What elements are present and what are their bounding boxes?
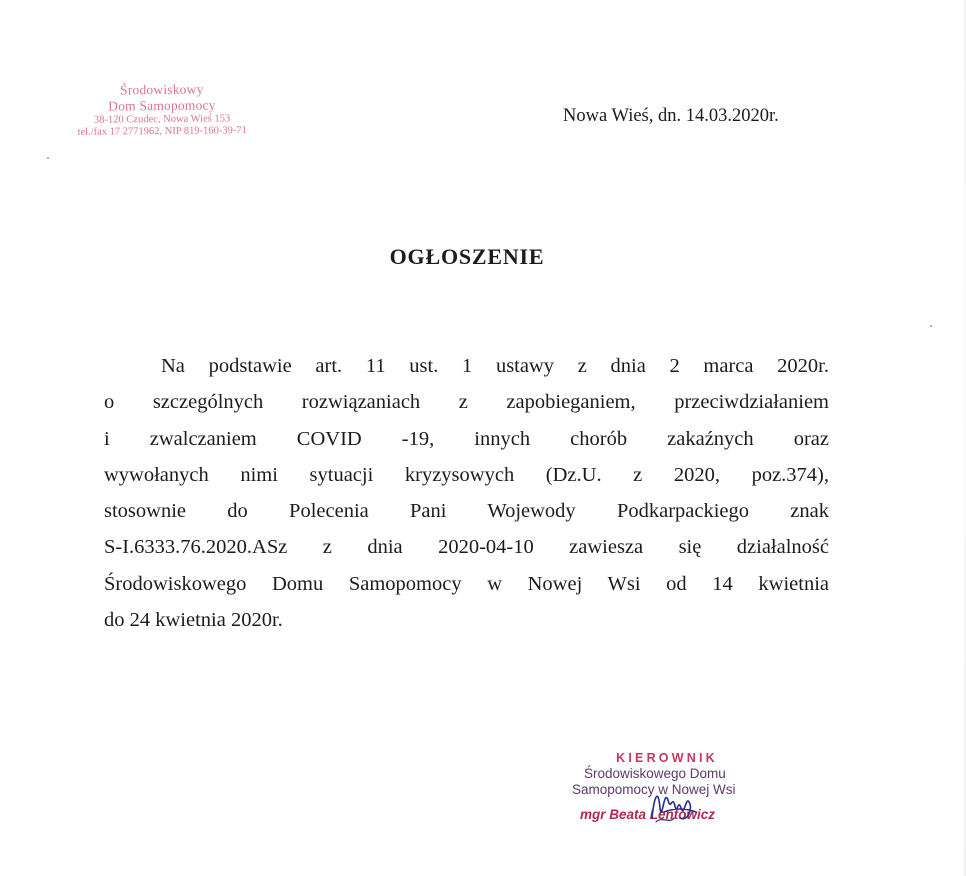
scan-speck <box>47 157 49 159</box>
document-title: OGŁOSZENIE <box>389 244 545 269</box>
announcement-body <box>104 348 829 638</box>
signer-role: KIEROWNIK <box>616 751 718 765</box>
scan-speck <box>930 325 932 327</box>
signer-name: mgr Beata Lentowicz <box>580 807 716 822</box>
body-line-6: S-I.6333.76.2020.ASz z dnia 2020-04-10 zawiesza się działalność <box>104 536 829 559</box>
body-line-2: o szczególnych rozwiązaniach z zapobieganiem, przeciwdziałaniem <box>104 391 829 414</box>
body-line-3: i zwalczaniem COVID -19, innych chorób zakaźnych oraz <box>104 427 829 450</box>
stamp-line-2: Dom Samopomocy <box>108 97 216 114</box>
body-line-1: Na podstawie art. 11 ust. 1 ustawy z dnia 2 marca 2020r. <box>161 355 829 377</box>
stamp-line-3: 38-120 Czudec, Nowa Wieś 153 <box>93 113 231 126</box>
body-line-4: wywołanych nimi sytuacji kryzysowych (Dz.U. z 2020, poz.374), <box>104 463 829 486</box>
body-line-8: do 24 kwietnia 2020r. <box>104 609 283 632</box>
body-line-5: stosownie do Polecenia Pani Wojewody Podkarpackiego znak <box>104 500 829 523</box>
stamp-line-4: tel./fax 17 2771962, NIP 819-160-39-71 <box>77 125 247 138</box>
handwritten-signature <box>644 778 704 834</box>
institution-stamp <box>52 81 273 139</box>
stamp-line-1: Środowiskowy <box>119 81 204 98</box>
signer-org-line-2: Samopomocy w Nowej Wsi <box>572 782 736 797</box>
body-line-7: Środowiskowego Domu Samopomocy w Nowej Wsi od 14 kwietnia <box>104 572 829 595</box>
place-and-date: Nowa Wieś, dn. 14.03.2020r. <box>563 106 779 126</box>
signer-org-line-1: Środowiskowego Domu <box>584 766 726 781</box>
